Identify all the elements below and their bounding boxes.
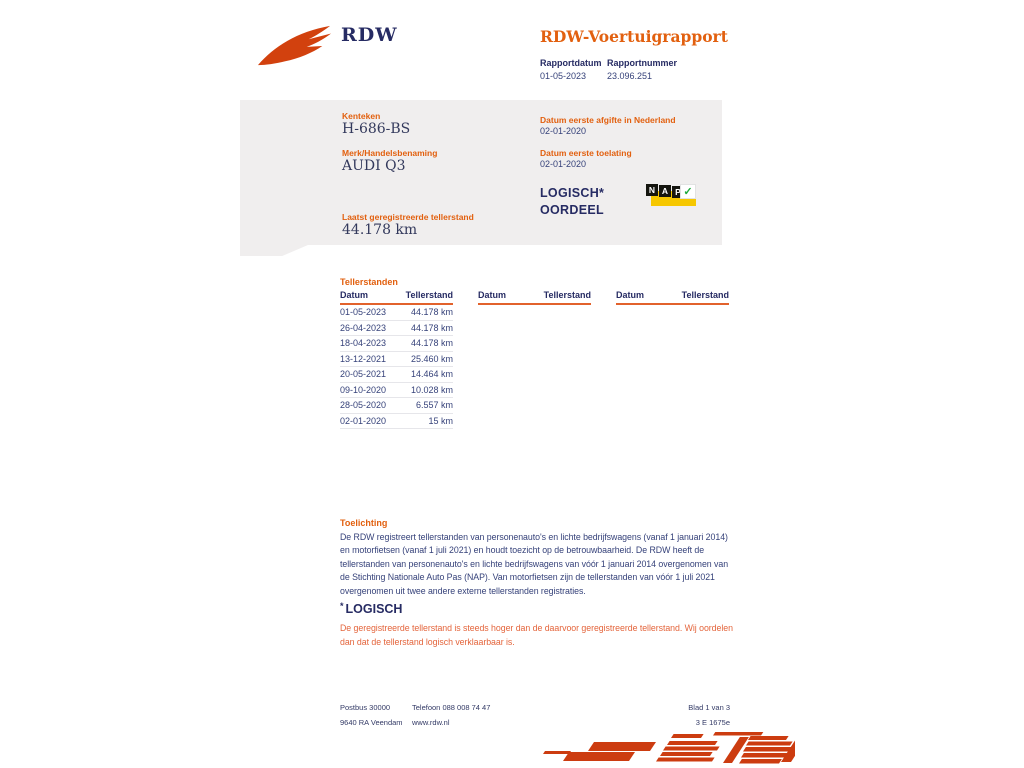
rdw-logo-icon [256,22,334,68]
row-datum: 01-05-2023 [340,307,387,318]
col-header-tellerstand: Tellerstand [681,290,729,300]
afgifte-value: 02-01-2020 [540,126,587,136]
laatste-tellerstand-label: Laatst geregistreerde tellerstand [342,212,474,222]
footer-phone: Telefoon 088 008 74 47 [412,703,491,712]
row-tellerstand: 44.178 km [410,338,453,349]
row-tellerstand: 14.464 km [410,369,453,380]
footer-page-number: Blad 1 van 3 [688,703,730,712]
tellerstanden-section-title: Tellerstanden [340,277,398,287]
footer-contact [412,700,490,730]
table-row [340,305,453,321]
nap-letter-n: N [646,184,658,196]
table-row [340,398,453,414]
report-meta [540,58,677,81]
row-tellerstand: 44.178 km [410,322,453,333]
table-row [340,336,453,352]
table-row [340,321,453,337]
merk-value: AUDI Q3 [342,158,406,174]
nap-letter-p: P [672,186,684,198]
panel-corner-tail [240,245,308,256]
row-datum: 09-10-2020 [340,384,387,395]
table-header [478,290,591,305]
logisch-asterisk: * [340,601,344,611]
col-header-tellerstand: Tellerstand [543,290,591,300]
footer-address [340,700,403,730]
nap-letters [646,184,685,198]
col-header-datum: Datum [616,290,645,300]
footer-address-line2: 9640 RA Veendam [340,718,403,727]
footer-page-info [600,700,730,730]
tellerstanden-table [340,290,729,429]
merk-label: Merk/Handelsbenaming [342,148,438,158]
col-header-tellerstand: Tellerstand [405,290,453,300]
oordeel-line1: LOGISCH* [540,186,605,200]
row-datum: 26-04-2023 [340,322,387,333]
table-row [340,414,453,430]
vehicle-summary-panel [240,100,722,245]
table-group-2 [478,290,591,429]
report-number-label: Rapportnummer [607,58,678,68]
row-datum: 13-12-2021 [340,353,387,364]
row-tellerstand: 10.028 km [410,384,453,395]
toelichting-body: De RDW registreert tellerstanden van personenauto's en lichte bedrijfswagens (vanaf 1 januari 2014) en motorfietsen (vanaf 1 juli 2021) en houdt toezicht op de betrouwbaarheid. De RDW heeft de tellerstanden van personenauto's en lichte bedrijfswagens van vóór 1 januari 2014 overgenomen van de Stichting Nationale Auto Pas (NAP). Van motorfietsen zijn de tellerstanden van vóór 1 juli 2021 overgenomen uit twee andere externe tellerstanden registraties. [340,532,729,596]
footer-address-line1: Postbus 30000 [340,703,391,712]
toelating-value: 02-01-2020 [540,159,587,169]
footer-website: www.rdw.nl [412,718,450,727]
row-tellerstand: 6.557 km [415,400,453,411]
laatste-tellerstand-value: 44.178 km [342,222,418,238]
logisch-explanation: De geregistreerde tellerstand is steeds hoger dan de daarvoor geregistreerde tellerstand. Wij oordelen dan dat de tellerstand logisch verklaarbaar is. [340,623,733,647]
table-group-1 [340,290,453,429]
table-header [616,290,729,305]
report-date-value: 01-05-2023 [540,71,587,81]
kenteken-label: Kenteken [342,111,381,121]
row-datum: 02-01-2020 [340,415,387,426]
row-tellerstand: 25.460 km [410,353,453,364]
toelating-label: Datum eerste toelating [540,148,632,158]
footer-form-code: 3 E 1675e [695,718,730,727]
row-datum: 18-04-2023 [340,338,387,349]
table-header [340,290,453,305]
rdw-wordmark: RDW [341,24,398,46]
kenteken-value: H-686-BS [342,121,411,137]
col-header-datum: Datum [340,290,369,300]
row-tellerstand: 44.178 km [410,307,453,318]
row-datum: 28-05-2020 [340,400,387,411]
col-header-datum: Datum [478,290,507,300]
report-number-value: 23.096.251 [607,71,653,81]
oordeel-text [540,185,604,219]
rdw-stripes-graphic [543,732,795,768]
table-row [340,352,453,368]
nap-badge [646,184,698,210]
report-date-label: Rapportdatum [540,58,602,68]
logisch-word: LOGISCH [345,602,403,616]
row-tellerstand: 15 km [428,415,453,426]
oordeel-line2: OORDEEL [540,203,604,217]
logisch-heading [340,601,402,616]
afgifte-label: Datum eerste afgifte in Nederland [540,115,676,125]
table-row [340,367,453,383]
report-title: RDW-Voertuigrapport [540,27,728,46]
toelichting-title: Toelichting [340,518,388,528]
nap-check-icon: ✓ [681,185,695,198]
table-group-3 [616,290,729,429]
row-datum: 20-05-2021 [340,369,387,380]
table-row [340,383,453,399]
nap-letter-a: A [659,185,671,197]
